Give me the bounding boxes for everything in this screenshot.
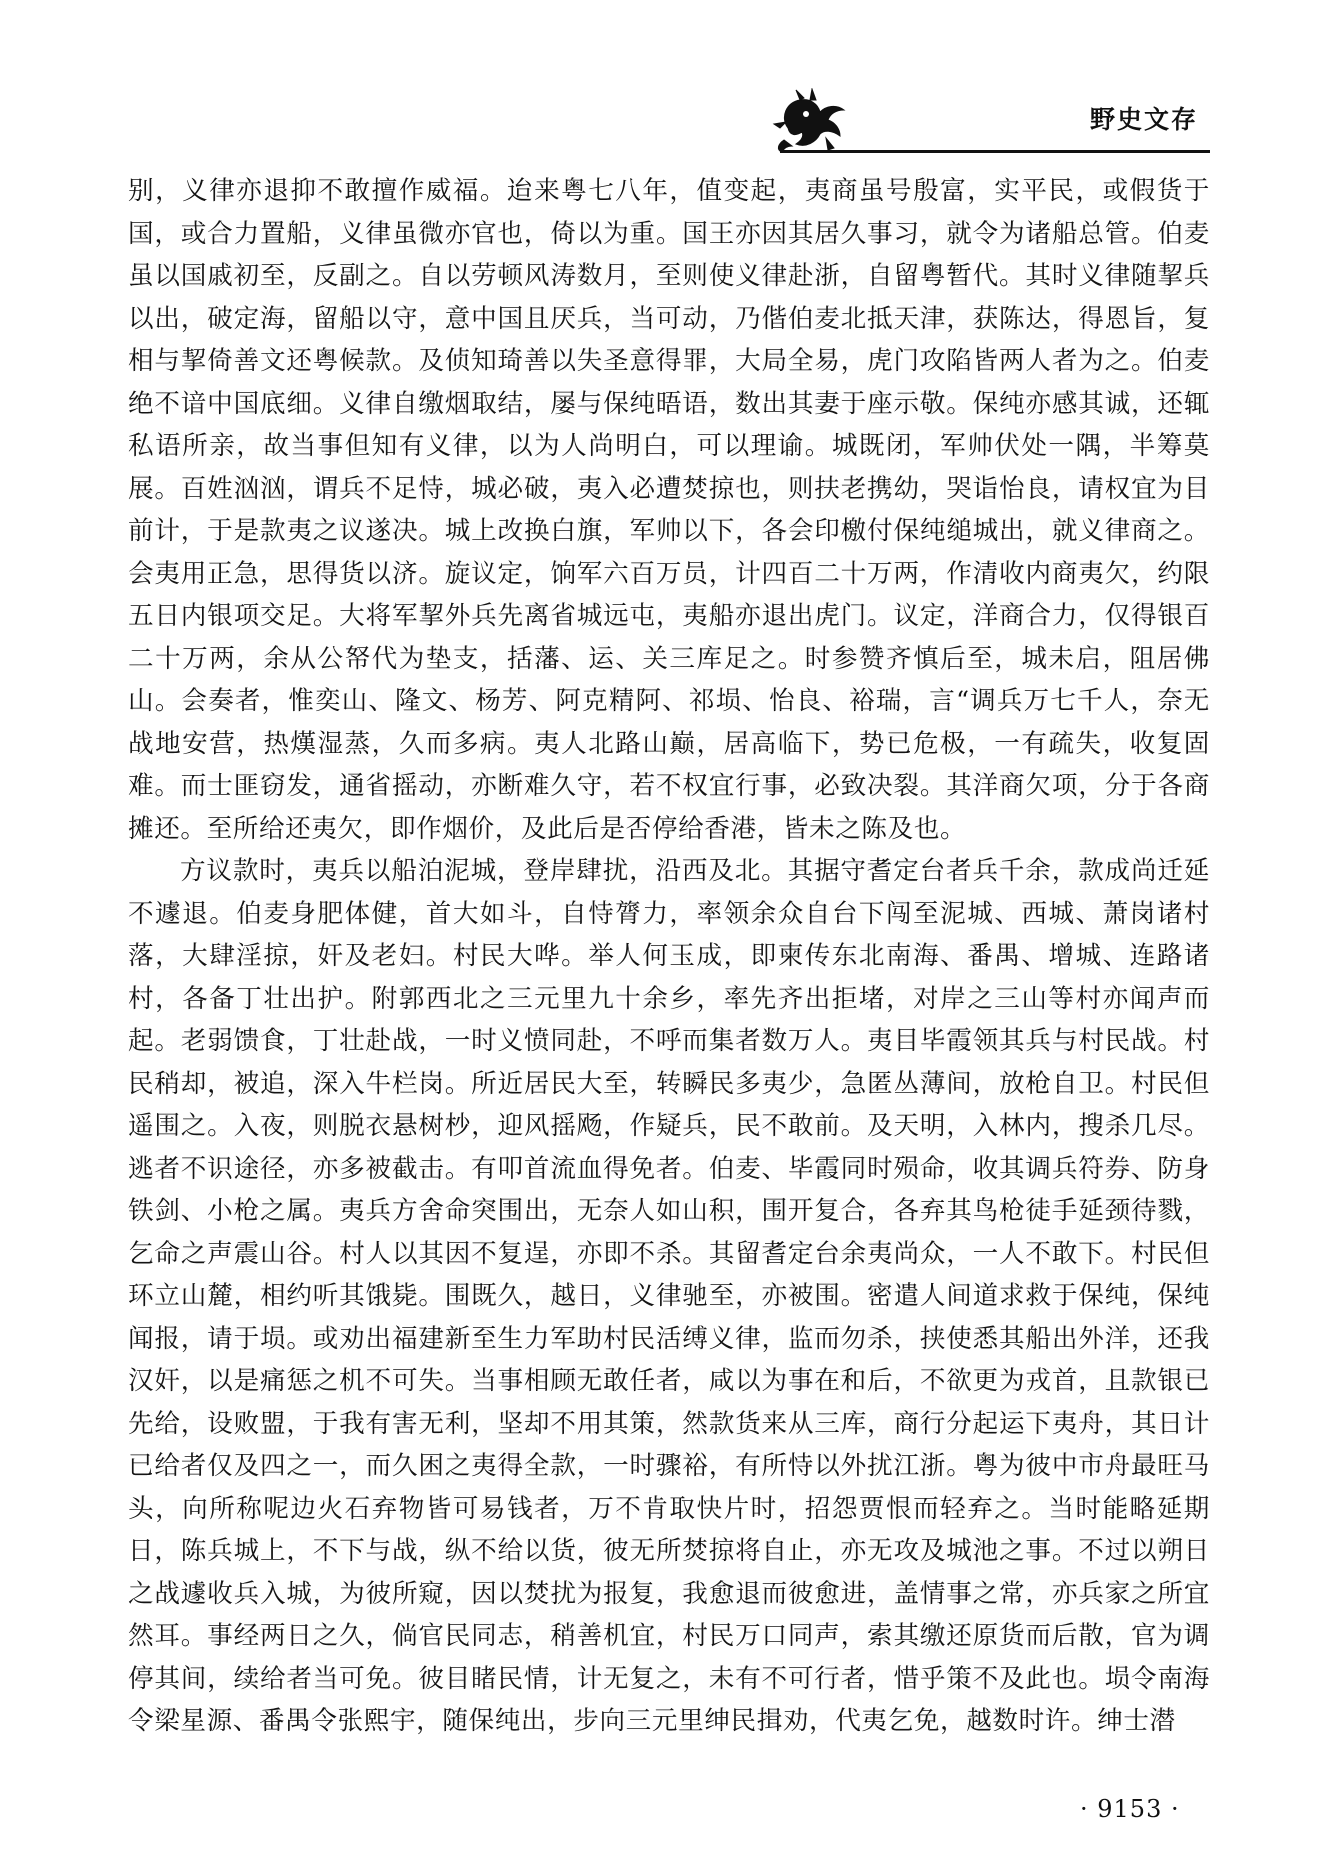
body-text [128, 170, 1210, 1743]
paragraph: 别，义律亦退抑不敢擅作威福。迨来粤七八年，值变起，夷商虽号殷富，实平民，或假货于国，或合力置船，义律虽微亦官也，倚以为重。国王亦因其居久事习，就令为诸船总管。伯麦虽以国戚初至，反副之。自以劳顿风涛数月，至则使义律赴浙，自留粤暂代。其时义律随挈兵以出，破定海，留船以守，意中国且厌兵，当可动，乃偕伯麦北抵天津，获陈达，得恩旨，复相与挈倚善文还粤候款。及侦知琦善以失圣意得罪，大局全易，虎门攻陷皆两人者为之。伯麦绝不谙中国底细。义律自缴烟取结，屡与保纯晤语，数出其妻于座示敬。保纯亦感其诚，还辄私语所亲，故当事但知有义律，以为人尚明白，可以理谕。城既闭，军帅伏处一隅，半筹莫展。百姓汹汹，谓兵不足恃，城必破，夷入必遭焚掠也，则扶老携幼，哭诣怡良，请权宜为目前计，于是款夷之议遂决。城上改换白旗，军帅以下，各会印檄付保纯缒城出，就义律商之。会夷用正急，思得货以济。旋议定，饷军六百万员，计四百二十万两，作清收内商夷欠，约限五日内银项交足。大将军挈外兵先离省城远屯，夷船亦退出虎门。议定，洋商合力，仅得银百二十万两，余从公帑代为垫支，括藩、运、关三库足之。时参赞齐慎后至，城未启，阻居佛山。会奏者，惟奕山、隆文、杨芳、阿克精阿、祁埙、怡良、裕瑞，言“调兵万七千人，奈无战地安营，热熯湿蒸，久而多病。夷人北路山巅，居高临下，势已危极，一有疏失，收复固难。而士匪窃发，通省摇动，亦断难久守，若不权宜行事，必致决裂。其洋商欠项，分于各商摊还。至所给还夷欠，即作烟价，及此后是否停给香港，皆未之陈及也。 [128, 176, 1210, 844]
series-title: 野史文存 [1089, 105, 1198, 134]
page-number: · 9153 · [1080, 1795, 1180, 1823]
dragon-emblem-icon [770, 88, 852, 154]
page-header [760, 82, 1210, 162]
paragraph: 方议款时，夷兵以船泊泥城，登岸肆扰，沿西及北。其据守耆定台者兵千余，款成尚迁延不遽退。伯麦身肥体健，首大如斗，自恃膂力，率领余众自台下闯至泥城、西城、萧岗诸村落，大肆淫掠，奸及老妇。村民大哗。举人何玉成，即柬传东北南海、番禺、增城、连路诸村，各备丁壮出护。附郭西北之三元里九十余乡，率先齐出拒堵，对岸之三山等村亦闻声而起。老弱馈食，丁壮赴战，一时义愤同赴，不呼而集者数万人。夷目毕霞领其兵与村民战。村民稍却，被追，深入牛栏岗。所近居民大至，转瞬民多夷少，急匿丛薄间，放枪自卫。村民但遥围之。入夜，则脱衣悬树杪，迎风摇飏，作疑兵，民不敢前。及天明，入林内，搜杀几尽。逃者不识途径，亦多被截击。有叩首流血得免者。伯麦、毕霞同时殒命，收其调兵符券、防身铁剑、小枪之属。夷兵方舍命突围出，无奈人如山积，围开复合，各弃其鸟枪徒手延颈待戮，乞命之声震山谷。村人以其因不复逞，亦即不杀。其留耆定台余夷尚众，一人不敢下。村民但环立山麓，相约听其饿毙。围既久，越日，义律驰至，亦被围。密遣人间道求救于保纯，保纯闻报，请于埙。或劝出福建新至生力军助村民活缚义律，监而勿杀，挟使悉其船出外洋，还我汉奸，以是痛惩之机不可失。当事相顾无敢任者，咸以为事在和后，不欲更为戎首，且款银已先给，设败盟，于我有害无利，坚却不用其策，然款货来从三库，商行分起运下夷舟，其日计已给者仅及四之一，而久困之夷得全款，一时骤裕，有所恃以外扰江浙。粤为彼中市舟最旺马头，向所称呢边火石弃物皆可易钱者，万不肯取快片时，招怨贾恨而轻弃之。当时能略延期日，陈兵城上，不下与战，纵不给以货，彼无所焚掠将自止，亦无攻及城池之事。不过以朔日之战遽收兵入城，为彼所窥，因以焚扰为报复，我愈退而彼愈进，盖情事之常，亦兵家之所宜然耳。事经两日之久，倘官民同志，稍善机宜，村民万口同声，索其缴还原货而后散，官为调停其间，续给者当可免。彼目睹民情，计无复之，未有不可行者，惜乎策不及此也。埙令南海令梁星源、番禺令张熙宇，随保纯出，步向三元里绅民揖劝，代夷乞免，越数时许。绅士潜 [128, 856, 1210, 1736]
header-rule [780, 150, 1210, 153]
